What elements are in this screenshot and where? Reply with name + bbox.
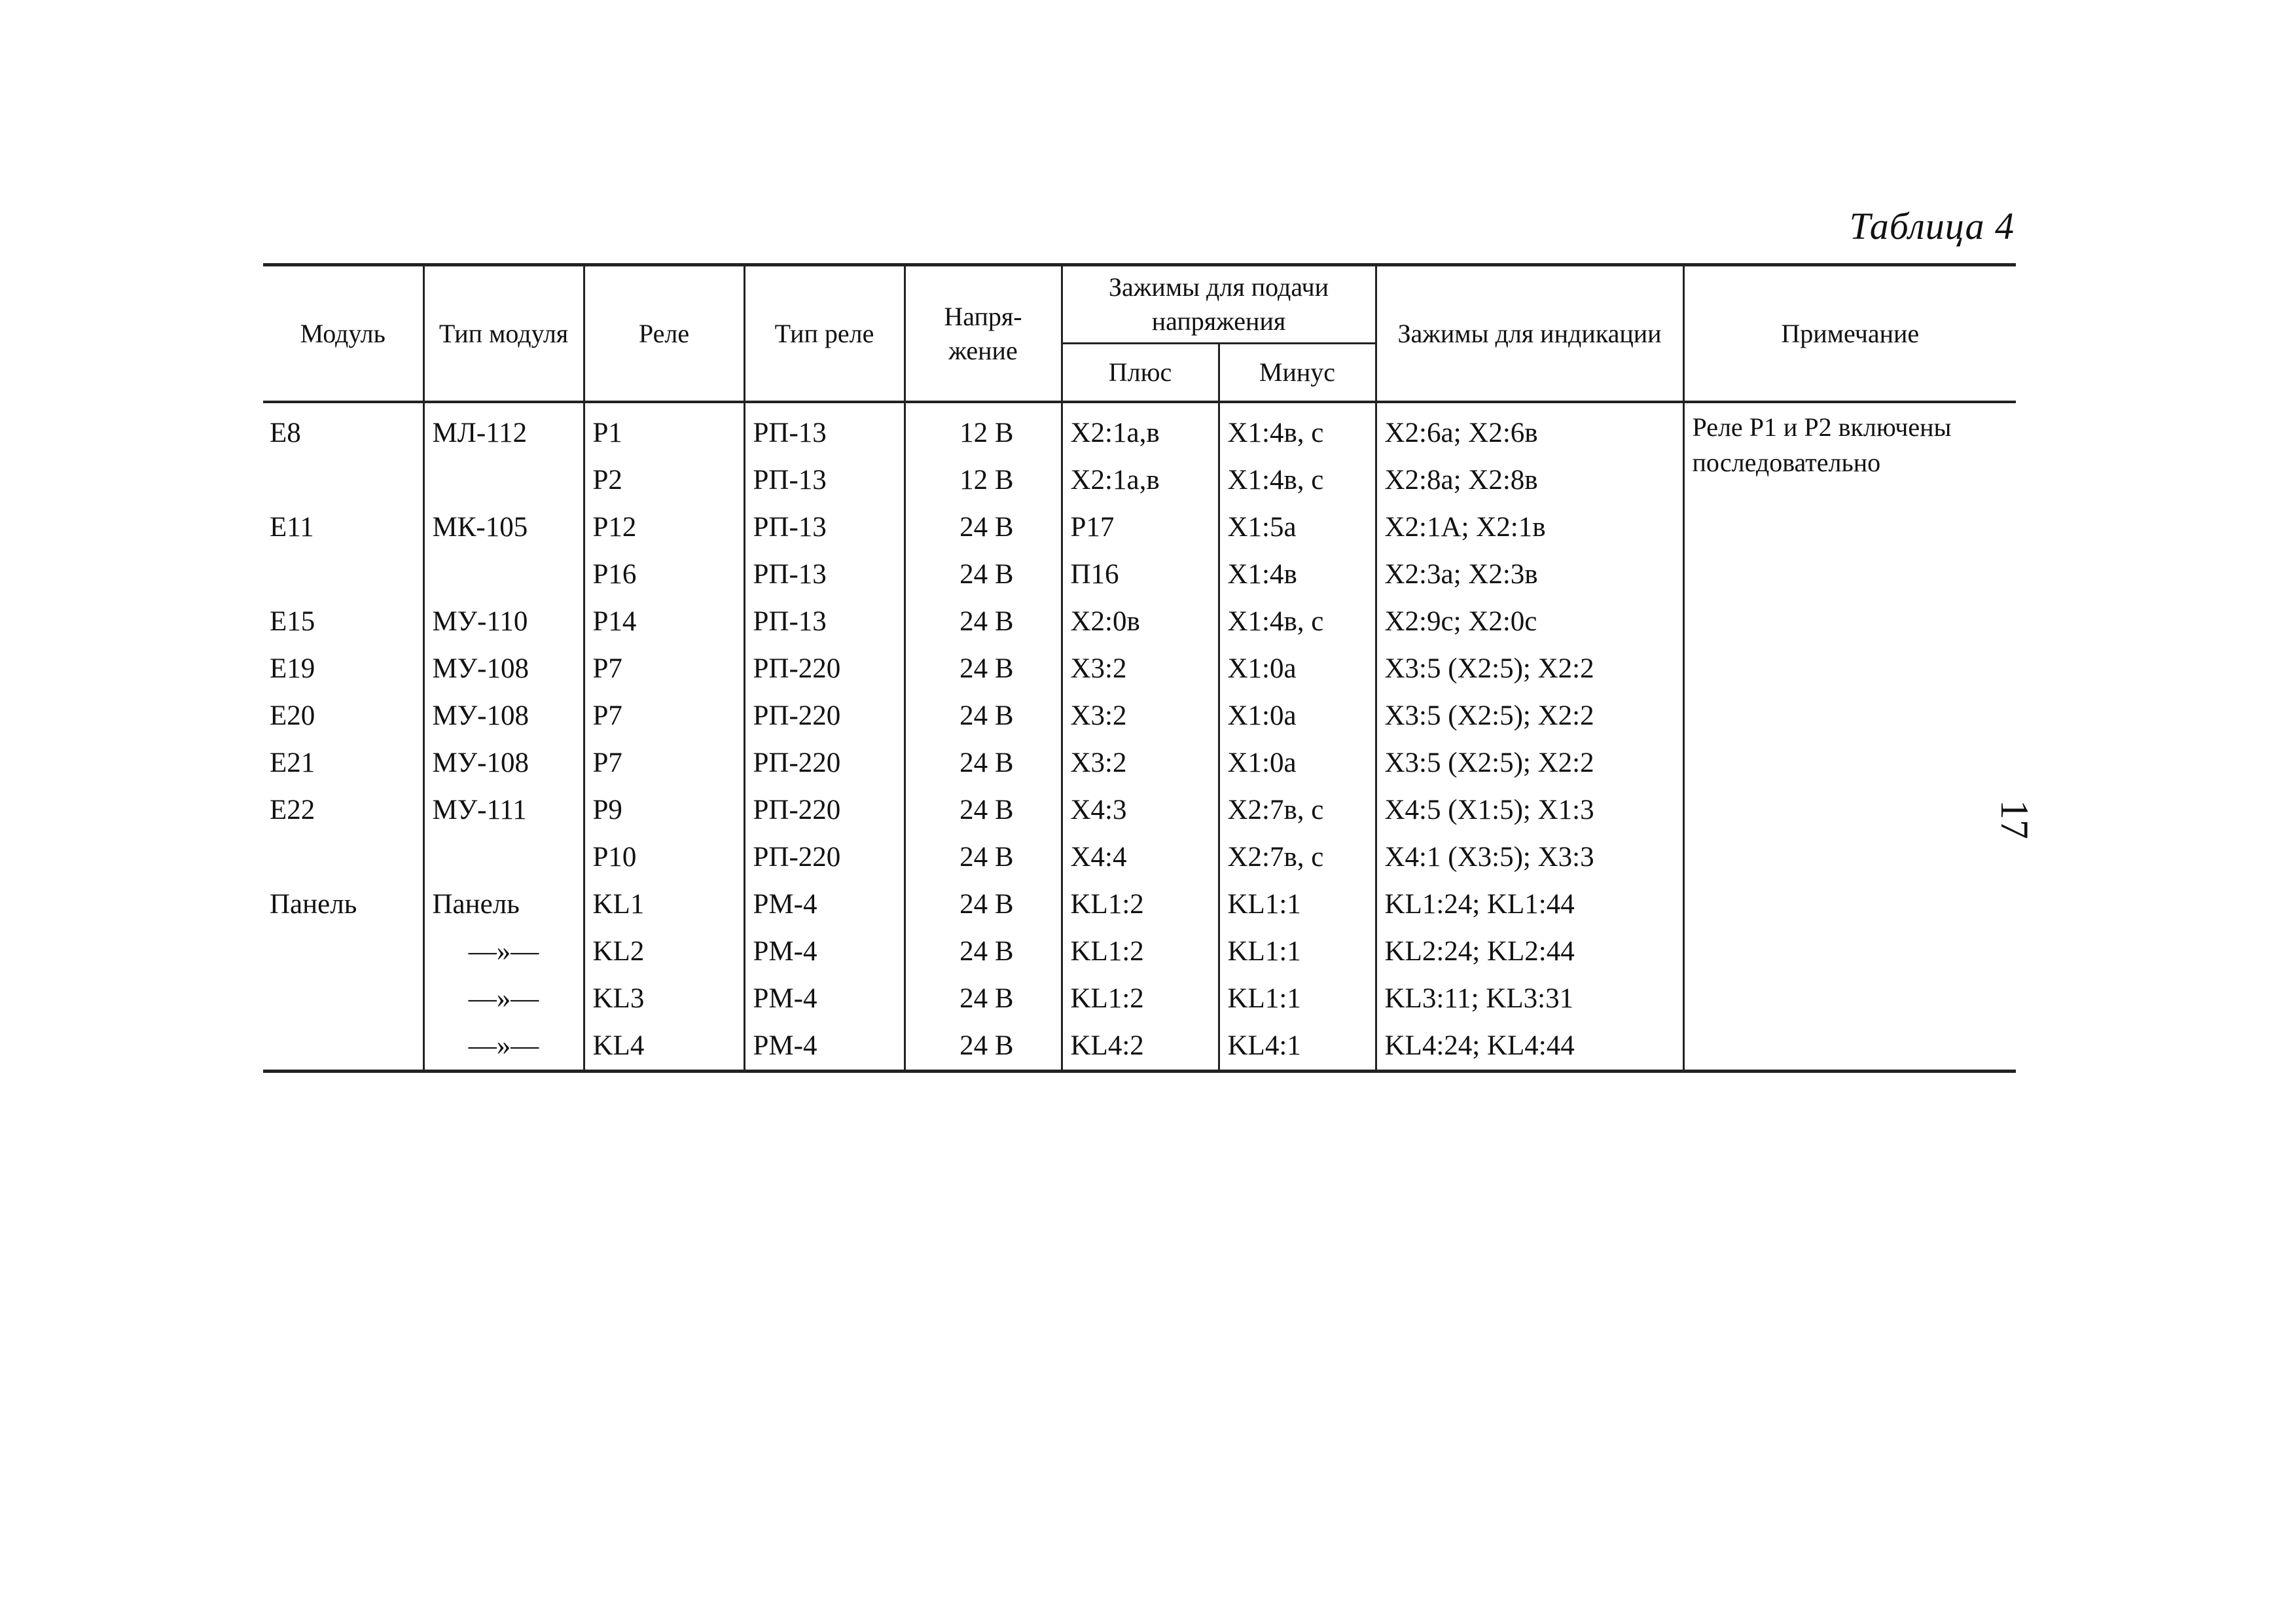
cell-module: [263, 551, 423, 598]
cell-module-type: —»—: [423, 975, 584, 1022]
cell-relay: P12: [584, 504, 744, 551]
table-header: [263, 265, 2016, 403]
cell-minus: KL1:1: [1219, 928, 1376, 975]
cell-indication: X2:6а; X2:6в: [1376, 402, 1683, 457]
header-relay: Реле: [584, 265, 744, 403]
cell-indication: KL2:24; KL2:44: [1376, 928, 1683, 975]
cell-module: E22: [270, 795, 315, 825]
cell-relay-type: РП-13: [744, 457, 905, 504]
cell-plus: P17: [1062, 504, 1219, 551]
cell-relay-type: РП-13: [744, 598, 905, 645]
cell-relay: KL4: [584, 1022, 744, 1072]
cell-minus: X1:4в, с: [1219, 402, 1376, 457]
cell-minus: KL1:1: [1219, 881, 1376, 928]
cell-plus: KL1:2: [1062, 881, 1219, 928]
cell-indication: X3:5 (X2:5); X2:2: [1376, 645, 1683, 693]
cell-minus: KL4:1: [1219, 1022, 1376, 1072]
cell-plus: KL1:2: [1062, 928, 1219, 975]
cell-plus: KL1:2: [1062, 975, 1219, 1022]
cell-relay-type: РМ-4: [744, 975, 905, 1022]
cell-indication: KL3:11; KL3:31: [1376, 975, 1683, 1022]
cell-indication: X2:3а; X2:3в: [1376, 551, 1683, 598]
cell-relay-type: РП-220: [744, 645, 905, 693]
cell-plus: X2:1а,в: [1062, 402, 1219, 457]
cell-relay-type: РП-13: [744, 551, 905, 598]
cell-voltage: 24 В: [905, 645, 1062, 693]
cell-voltage: 24 В: [905, 881, 1062, 928]
cell-relay: KL3: [584, 975, 744, 1022]
header-minus: Минус: [1219, 344, 1376, 403]
cell-minus: X1:0а: [1219, 693, 1376, 740]
cell-relay-type: РП-220: [744, 787, 905, 834]
cell-module: E8: [270, 418, 301, 448]
cell-module-type: МЛ-112: [423, 402, 584, 457]
cell-indication: KL4:24; KL4:44: [1376, 1022, 1683, 1072]
cell-relay-type: РП-220: [744, 693, 905, 740]
cell-relay: KL1: [584, 881, 744, 928]
cell-plus: X2:1а,в: [1062, 457, 1219, 504]
cell-relay-type: РП-13: [744, 402, 905, 457]
cell-relay: P14: [584, 598, 744, 645]
cell-module-type: МУ-110: [423, 598, 584, 645]
cell-module-type: [423, 551, 584, 598]
cell-plus: X4:3: [1062, 787, 1219, 834]
cell-module-type: Панель: [423, 881, 584, 928]
header-plus: Плюс: [1062, 344, 1219, 403]
cell-plus: X3:2: [1062, 740, 1219, 787]
cell-module: E20: [270, 700, 315, 731]
cell-indication: X4:1 (X3:5); X3:3: [1376, 834, 1683, 881]
cell-relay: KL2: [584, 928, 744, 975]
cell-relay: P16: [584, 551, 744, 598]
cell-module: Панель: [270, 889, 357, 920]
header-voltage: Напря-жение: [905, 265, 1062, 403]
cell-indication: X4:5 (X1:5); X1:3: [1376, 787, 1683, 834]
header-supply-terminals: Зажимы для подачи напряжения: [1062, 265, 1376, 344]
cell-minus: X1:0а: [1219, 740, 1376, 787]
cell-relay-type: РП-220: [744, 740, 905, 787]
cell-module: [263, 1022, 423, 1072]
relay-table: [263, 263, 2016, 1073]
cell-module: E15: [270, 606, 315, 637]
cell-plus: X3:2: [1062, 645, 1219, 693]
cell-relay: P7: [584, 693, 744, 740]
cell-voltage: 24 В: [905, 740, 1062, 787]
cell-module: E21: [270, 748, 315, 778]
cell-voltage: 24 В: [905, 504, 1062, 551]
cell-voltage: 12 В: [905, 457, 1062, 504]
cell-module: [263, 928, 423, 975]
cell-voltage: 12 В: [905, 402, 1062, 457]
cell-minus: X2:7в, с: [1219, 834, 1376, 881]
cell-module-type: [423, 834, 584, 881]
cell-relay-type: РМ-4: [744, 881, 905, 928]
cell-relay: P2: [584, 457, 744, 504]
cell-module-type: МУ-108: [423, 645, 584, 693]
table-row: [263, 402, 2016, 457]
table-container: [263, 263, 2016, 1073]
cell-note: Реле P1 и P2 включены последовательно: [1683, 402, 2016, 1072]
cell-voltage: 24 В: [905, 1022, 1062, 1072]
cell-plus: X4:4: [1062, 834, 1219, 881]
header-row-1: [263, 265, 2016, 344]
cell-voltage: 24 В: [905, 787, 1062, 834]
cell-minus: X1:4в, с: [1219, 598, 1376, 645]
header-indication-terminals: Зажимы для индикации: [1376, 265, 1683, 403]
cell-voltage: 24 В: [905, 551, 1062, 598]
cell-plus: X3:2: [1062, 693, 1219, 740]
cell-indication: X2:8а; X2:8в: [1376, 457, 1683, 504]
cell-module: E11: [270, 512, 314, 543]
cell-voltage: 24 В: [905, 928, 1062, 975]
cell-relay-type: РП-13: [744, 504, 905, 551]
cell-relay-type: РМ-4: [744, 1022, 905, 1072]
cell-module-type: МК-105: [423, 504, 584, 551]
header-relay-type: Тип реле: [744, 265, 905, 403]
cell-module-type: МУ-108: [423, 693, 584, 740]
cell-voltage: 24 В: [905, 975, 1062, 1022]
header-module-type: Тип модуля: [423, 265, 584, 403]
cell-minus: X1:5а: [1219, 504, 1376, 551]
cell-relay: P1: [584, 402, 744, 457]
cell-relay: P9: [584, 787, 744, 834]
cell-plus: П16: [1062, 551, 1219, 598]
table-caption: Таблица 4: [1849, 205, 2015, 247]
cell-module: [263, 457, 423, 504]
cell-module-type: [423, 457, 584, 504]
cell-module: [263, 975, 423, 1022]
cell-indication: X2:9с; X2:0с: [1376, 598, 1683, 645]
cell-plus: KL4:2: [1062, 1022, 1219, 1072]
cell-relay-type: РП-220: [744, 834, 905, 881]
cell-module: E19: [270, 653, 315, 684]
cell-module-type: МУ-111: [423, 787, 584, 834]
cell-module: [263, 834, 423, 881]
cell-plus: X2:0в: [1062, 598, 1219, 645]
cell-indication: X2:1А; X2:1в: [1376, 504, 1683, 551]
cell-indication: X3:5 (X2:5); X2:2: [1376, 740, 1683, 787]
header-module: Модуль: [263, 265, 423, 403]
cell-module-type: —»—: [423, 1022, 584, 1072]
cell-relay: P7: [584, 740, 744, 787]
page-number: 17: [1993, 800, 2036, 839]
cell-minus: X2:7в, с: [1219, 787, 1376, 834]
table-body: [263, 402, 2016, 1072]
cell-relay-type: РМ-4: [744, 928, 905, 975]
cell-module-type: —»—: [423, 928, 584, 975]
cell-module-type: МУ-108: [423, 740, 584, 787]
cell-voltage: 24 В: [905, 834, 1062, 881]
cell-minus: X1:4в: [1219, 551, 1376, 598]
cell-relay: P7: [584, 645, 744, 693]
cell-minus: KL1:1: [1219, 975, 1376, 1022]
cell-voltage: 24 В: [905, 693, 1062, 740]
cell-voltage: 24 В: [905, 598, 1062, 645]
cell-indication: X3:5 (X2:5); X2:2: [1376, 693, 1683, 740]
cell-indication: KL1:24; KL1:44: [1376, 881, 1683, 928]
header-note: Примечание: [1683, 265, 2016, 403]
cell-minus: X1:4в, с: [1219, 457, 1376, 504]
cell-minus: X1:0а: [1219, 645, 1376, 693]
cell-relay: P10: [584, 834, 744, 881]
